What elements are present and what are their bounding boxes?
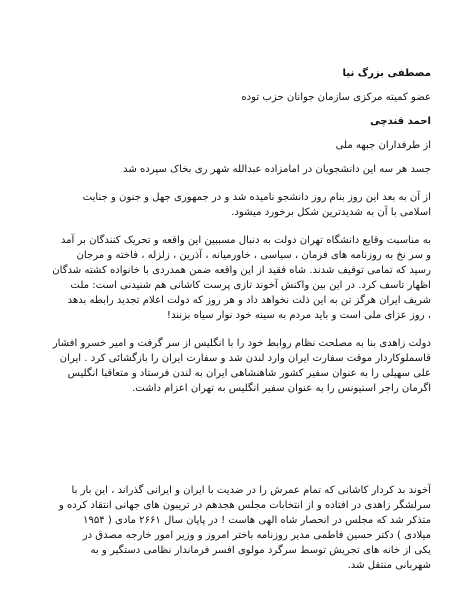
paragraph-line: ، روز عزای ملی است و باید مردم به سینه خود نوار سیاه بزنند! [166, 310, 431, 321]
paragraph-line: قاسملوکاردار موقت سفارت ایران وارد لندن شد و سفارت ایران را بازگشائی کرد . ایران [59, 353, 431, 364]
person-name-bozorgnia: مصطفی بزرگ نیا [342, 68, 431, 79]
paragraph-line: اسلامی با آن به شدیدترین شکل برخورد میشود. [231, 207, 431, 218]
paragraph-line: شریف ایران هرگز تن به این ذلت نخواهد داد و هر روز که دولت اعلام تجدید رابطه بدهد [67, 295, 431, 306]
paragraph-line: دولت زاهدی بنا به مصلحت نظام روابط خود را با انگلیس از سر گرفت و امیر خسرو افشار [52, 338, 431, 349]
person-description-bozorgnia: عضو کمیته مرکزی سازمان جوانان حزب توده [241, 92, 431, 103]
paragraph-line: میلادی ) دکتر حسین فاطمی مدیر روزنامه باختر امروز و وزیر امور خارجه مصدق در [82, 530, 431, 541]
paragraph-line: سرلشگر زاهدی در افتاده و از انتخابات مجلس هجدهم در تریبون های جهانی انتقاد کرده و [58, 500, 431, 511]
paragraph-line: شهربانی منتقل شد. [347, 560, 431, 571]
paragraph-line: متذکر شد که مجلس در انحصار شاه الهی هاست ! در پایان سال ۲۶۶۱ مادی ( ۱۹۵۴ [83, 515, 431, 526]
paragraph-kashani [14, 483, 431, 573]
person-name-ghandchi: احمد قندچی [370, 116, 431, 127]
paragraph-line: به مناسبت وقایع دانشگاه تهران دولت به دنبال مسببین این واقعه و تحریک کنندگان بر آمد [60, 235, 431, 246]
paragraph-line: یکی از خانه های تجریش توسط سرگرد مولوی افسر فرماندار نظامی دستگیر و به [90, 545, 431, 556]
paragraph-line: از آن به بعد این روز بنام روز دانشجو نامیده شد و در جمهوری جهل و جنون و جنایت [82, 192, 431, 203]
paragraph-line: علی سهیلی را به عنوان سفیر کشور شاهنشاهی ایران به لندن فرستاد و متعاقبا انگلیس [67, 368, 431, 379]
paragraph-line: و سر نخ به روزنامه های فرمان ، سیاسی ، خاورمیانه ، آذرین ، زلزله ، فاخته و مرجان [76, 250, 431, 261]
paragraph-line: اگرمان راجر استیونس را به عنوان سفیر انگلیس به تهران اعزام داشت. [132, 383, 431, 394]
paragraph-line: آخوند بد کردار کاشانی که تمام عمرش را در ضدیت با ایران و ایرانی گذراند ، این بار با [71, 485, 431, 496]
burial-statement: جسد هر سه این دانشجویان در امامزاده عبدالله شهر ری بخاک سپرده شد [123, 164, 431, 175]
paragraph-line: رسید که تمامی توقیف شدند. شاه فقید از این واقعه ضمن همدردی با خانواده کشته شدگان [52, 265, 431, 276]
paragraph-university-events [14, 233, 431, 323]
person-description-ghandchi: از طرفداران جبهه ملی [335, 140, 431, 151]
paragraph-line: اظهار تاسف کرد. در این بین واکنش آخوند تازی پرست کاشانی هم شنیدنی است: ملت [70, 280, 431, 291]
paragraph-zahedi-government [14, 336, 431, 396]
paragraph-student-day [14, 190, 431, 220]
